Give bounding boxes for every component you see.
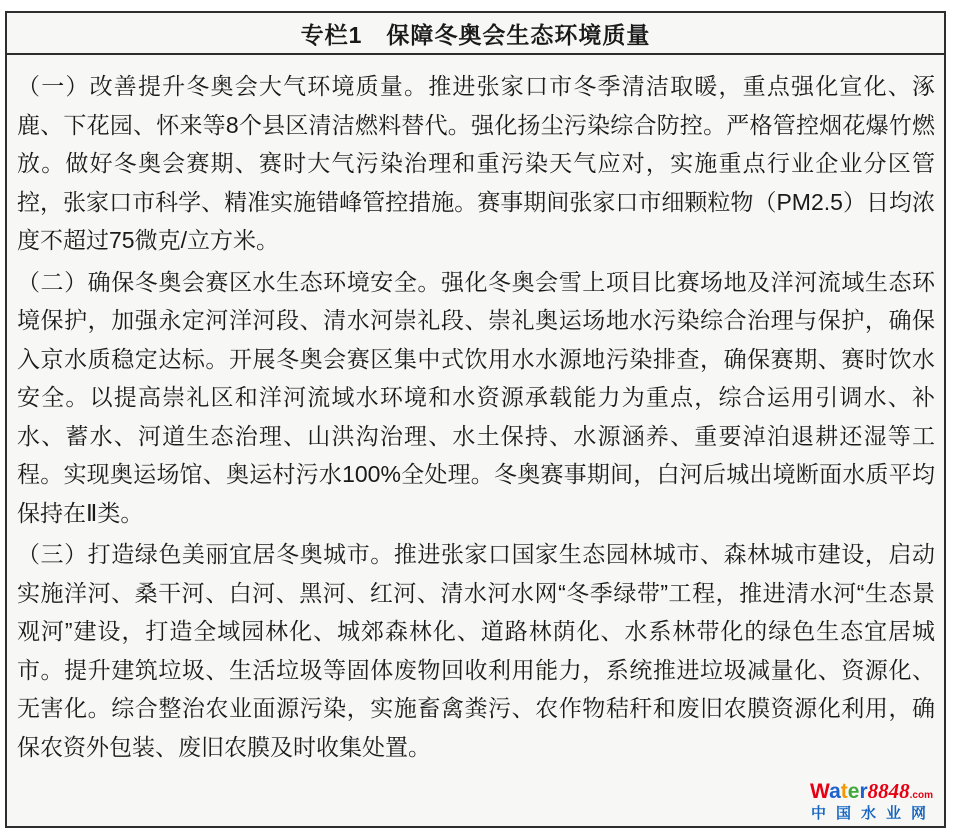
policy-box [5,11,946,828]
watermark-letter-r: r [859,780,868,804]
box-title: 专栏1 保障冬奥会生态环境质量 [7,13,944,55]
box-body [7,55,944,766]
paragraph-air-quality: （一）改善提升冬奥会大气环境质量。推进张家口市冬季清洁取暖，重点强化宣化、涿鹿、下花园、怀来等8个县区清洁燃料替代。强化扬尘污染综合防控。严格管控烟花爆竹燃放。做好冬奥会赛期、赛时大气污染治理和重污染天气应对，实施重点行业企业分区管控，张家口市科学、精准实施错峰管控措施。赛事期间张家口市细颗粒物（PM2.5）日均浓度不超过75微克/立方米。 [17,73,935,253]
water8848-watermark [807,780,936,822]
paragraph-green-city: （三）打造绿色美丽宜居冬奥城市。推进张家口国家生态园林城市、森林城市建设，启动实施洋河、桑干河、白河、黑河、红河、清水河水网“冬季绿带”工程，推进清水河“生态景观河”建设，打造全域园林化、城郊森林化、道路林荫化、水系林带化的绿色生态宜居城市。提升建筑垃圾、生活垃圾等固体废物回收利用能力，系统推进垃圾减量化、资源化、无害化。综合整治农业面源污染，实施畜禽粪污、农作物秸秆和废旧农膜资源化利用，确保农资外包装、废旧农膜及时收集处置。 [17,541,935,760]
paragraph-water-ecology: （二）确保冬奥会赛区水生态环境安全。强化冬奥会雪上项目比赛场地及洋河流域生态环境保护，加强永定河洋河段、清水河崇礼段、崇礼奥运场地水污染综合治理与保护，确保入京水质稳定达标。开展冬奥会赛区集中式饮用水水源地污染排查，确保赛期、赛时饮水安全。以提高崇礼区和洋河流域水环境和水资源承载能力为重点，综合运用引调水、补水、蓄水、河道生态治理、山洪沟治理、水土保持、水源涵养、重要淖泊退耕还湿等工程。实现奥运场馆、奥运村污水100%全处理。冬奥赛事期间，白河后城出境断面水质平均保持在Ⅱ类。 [17,268,935,526]
watermark-letter-a: a [829,780,841,804]
watermark-letter-w: W [810,780,830,804]
watermark-brand [807,780,936,803]
watermark-letter-e: e [847,780,860,804]
watermark-number: 8848 [867,779,910,804]
watermark-tld: .com [909,790,933,802]
watermark-letter-t: t [840,780,848,804]
watermark-site-name: 中国水业网 [810,804,936,822]
